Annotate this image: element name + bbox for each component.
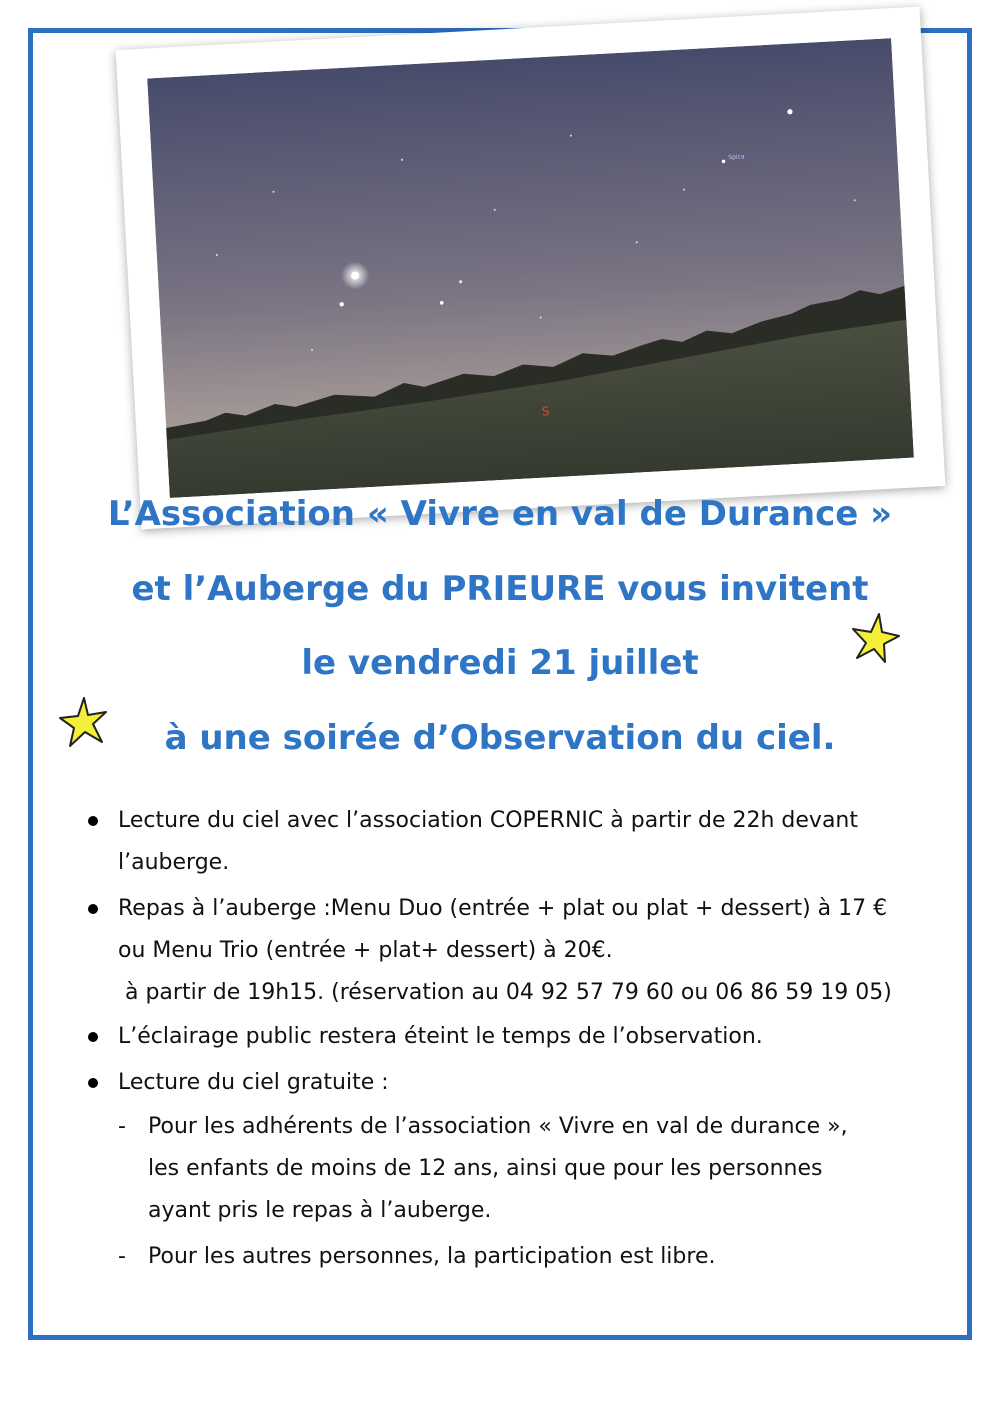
info-list xyxy=(84,800,974,1278)
item-text: ayant pris le repas à l’auberge. xyxy=(148,1198,492,1223)
item-text: Pour les adhérents de l’association « Vivre en val de durance », xyxy=(148,1114,848,1139)
list-item xyxy=(84,888,974,1014)
headline-line-1: L’Association « Vivre en val de Durance » xyxy=(107,494,893,534)
item-text: Lecture du ciel avec l’association COPERNIC à partir de 22h devant xyxy=(118,808,858,833)
bullet-icon xyxy=(88,1032,98,1042)
sub-list-item xyxy=(84,1106,974,1232)
headline-line-4: à une soirée d’Observation du ciel. xyxy=(164,718,836,758)
dash-marker: - xyxy=(118,1244,126,1269)
item-text: les enfants de moins de 12 ans, ainsi que pour les personnes xyxy=(148,1156,823,1181)
list-item xyxy=(84,800,974,884)
compass-south-label: S xyxy=(541,404,550,419)
headline-line-2: et l’Auberge du PRIEURE vous invitent xyxy=(131,569,869,609)
sky-photo-image xyxy=(147,38,914,498)
list-item xyxy=(84,1016,974,1058)
star-icon xyxy=(849,612,901,664)
item-text: Lecture du ciel gratuite : xyxy=(118,1070,389,1095)
headline-line-3: le vendredi 21 juillet xyxy=(301,643,699,683)
item-text: l’auberge. xyxy=(118,850,230,875)
item-text: Repas à l’auberge :Menu Duo (entrée + plat ou plat + dessert) à 17 € xyxy=(118,896,888,921)
item-text: Pour les autres personnes, la participation est libre. xyxy=(148,1244,716,1269)
sub-list-item xyxy=(84,1236,974,1278)
item-text: à partir de 19h15. (réservation au 04 92 57 79 60 ou 06 86 59 19 05) xyxy=(118,980,892,1005)
dash-marker: - xyxy=(118,1114,126,1139)
item-text: L’éclairage public restera éteint le temps de l’observation. xyxy=(118,1024,763,1049)
bullet-icon xyxy=(88,904,98,914)
star-label: Spica xyxy=(728,153,745,162)
item-text: ou Menu Trio (entrée + plat+ dessert) à 20€. xyxy=(118,938,613,963)
bullet-icon xyxy=(88,816,98,826)
night-sky-photo xyxy=(116,7,946,530)
bullet-icon xyxy=(88,1078,98,1088)
star-icon xyxy=(58,696,110,748)
list-item xyxy=(84,1062,974,1104)
